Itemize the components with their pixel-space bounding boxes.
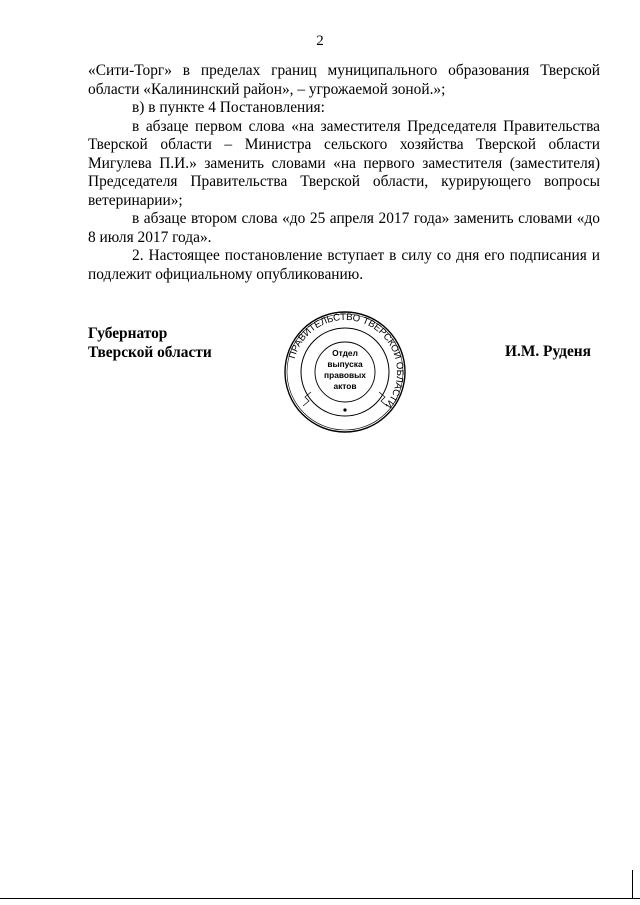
paragraph-2: в) в пункте 4 Постановления: [132, 99, 325, 116]
official-stamp [283, 310, 407, 434]
stamp-inner-line-4: актов [333, 381, 357, 391]
signature-name: И.М. Руденя [505, 343, 591, 360]
page-corner-mark [632, 870, 633, 898]
document-body [88, 62, 600, 284]
paragraph-5: 2. Настоящее постановление вступает в силу со дня его подписания и подлежит официальному опубликованию. [88, 247, 600, 283]
page-bottom-border [0, 898, 640, 899]
paragraph-1: «Сити-Торг» в пределах границ муниципального образования Тверской области «Калининский район», – угрожаемой зоной.»; [88, 62, 600, 98]
signature-title [88, 324, 212, 362]
signature-title-line1: Губернатор [88, 325, 168, 342]
stamp-ring-text: ПРАВИТЕЛЬСТВО ТВЕРСКОЙ ОБЛАСТИ [286, 311, 406, 410]
page-number: 2 [316, 33, 324, 49]
stamp-inner-line-1: Отдел [332, 348, 358, 358]
signature-title-line2: Тверской области [88, 344, 212, 361]
paragraph-3: в абзаце первом слова «на заместителя Председателя Правительства Тверской области – Министра сельского хозяйства Тверской области Мигулева П.И.» заменить словами «на первого заместителя (заместителя) Председателя Правительства Тверской области, курирующего вопросы ветеринарии»; [88, 117, 600, 209]
stamp-inner-line-3: правовых [324, 370, 366, 380]
stamp-inner-line-2: выпуска [327, 359, 363, 369]
paragraph-4: в абзаце втором слова «до 25 апреля 2017 года» заменить словами «до 8 июля 2017 года». [88, 210, 600, 246]
